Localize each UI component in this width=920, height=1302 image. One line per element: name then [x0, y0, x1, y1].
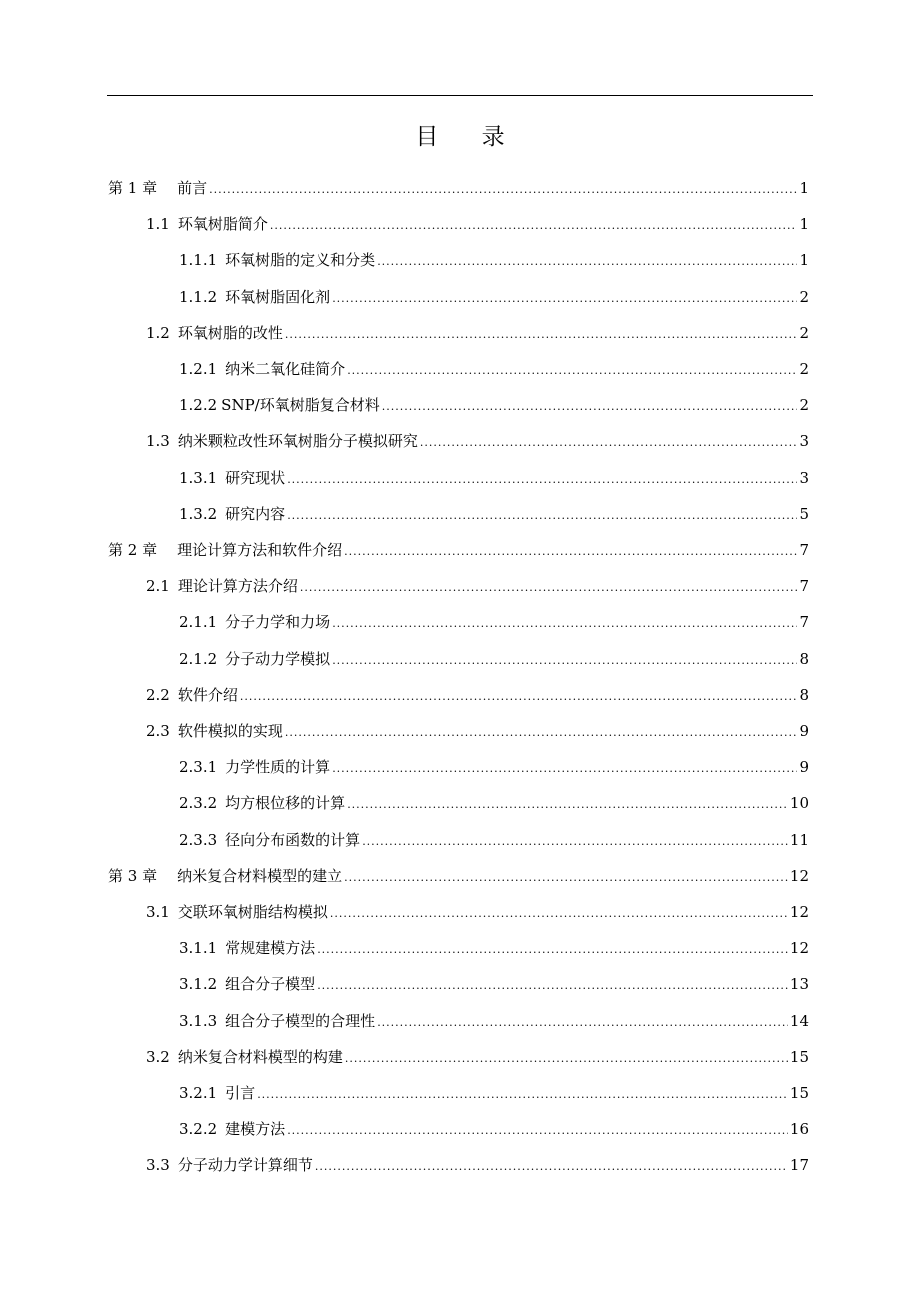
toc-entry[interactable] — [146, 569, 809, 603]
toc-entry-title: 引言 — [225, 1084, 256, 1102]
toc-entry-title: 环氧树脂简介 — [177, 215, 268, 234]
toc-entry-number: 第 2 章 — [108, 541, 158, 559]
toc-entry-title: 均方根位移的计算 — [225, 794, 346, 813]
toc-entry-number: 2.3.1 — [179, 758, 218, 777]
dot-leader — [377, 1006, 788, 1040]
toc-entry[interactable] — [179, 967, 809, 1001]
toc-entry-page: 1 — [799, 251, 809, 270]
dot-leader — [287, 463, 797, 497]
toc-entry[interactable] — [179, 823, 809, 857]
dot-leader — [344, 861, 788, 895]
toc-entry-number: 3.1.1 — [179, 939, 218, 958]
toc-entry[interactable] — [179, 1004, 809, 1038]
toc-entry[interactable] — [108, 859, 809, 893]
toc-entry-page: 1 — [799, 215, 809, 234]
toc-entry-number: 1.1.1 — [179, 251, 218, 270]
dot-leader — [345, 1042, 788, 1076]
toc-entry[interactable] — [179, 461, 809, 495]
toc-entry-page: 2 — [799, 287, 809, 306]
toc-entry[interactable] — [146, 1040, 809, 1074]
dot-leader — [362, 825, 788, 859]
toc-entry-title: 分子动力学模拟 — [225, 649, 331, 668]
toc-entry-number: 1.1 — [146, 215, 170, 234]
toc-entry-title: 分子力学和力场 — [225, 613, 331, 632]
dot-leader — [330, 897, 788, 931]
toc-entry-number: 第 1 章 — [108, 179, 158, 197]
toc-entry-title: 软件模拟的实现 — [177, 722, 283, 740]
toc-entry-title: 径向分布函数的计算 — [225, 830, 361, 849]
dot-leader — [332, 607, 797, 641]
toc-entry-title: 软件介绍 — [177, 685, 238, 704]
toc-entry[interactable] — [146, 678, 809, 712]
toc-entry-number: 3.2.1 — [179, 1084, 218, 1102]
toc-entry-number: 3.2 — [146, 1047, 170, 1066]
toc-entry[interactable] — [108, 533, 809, 567]
toc-entry-title: 分子动力学计算细节 — [177, 1156, 313, 1175]
page-title: 目 录 — [415, 124, 523, 150]
toc-entry-title: 纳米颗粒改性环氧树脂分子模拟研究 — [177, 432, 418, 451]
dot-leader — [240, 680, 798, 714]
toc-entry-page: 7 — [799, 577, 809, 596]
toc-entry-number: 3.1.2 — [179, 975, 218, 994]
toc-entry[interactable] — [179, 786, 809, 820]
dot-leader — [347, 354, 797, 388]
toc-entry-page: 11 — [789, 830, 809, 849]
toc-entry-number: 1.2 — [146, 323, 170, 342]
toc-entry-number: 1.1.2 — [179, 287, 218, 306]
dot-leader — [287, 499, 797, 533]
toc-entry-title: 纳米复合材料模型的构建 — [177, 1047, 343, 1066]
toc-entry-page: 15 — [789, 1084, 809, 1102]
toc-entry-page: 12 — [789, 939, 809, 958]
dot-leader — [347, 788, 788, 822]
toc-entry-page: 9 — [799, 722, 809, 740]
toc-entry-number: 3.1 — [146, 903, 170, 921]
toc-entry-page: 5 — [799, 504, 809, 523]
toc-entry[interactable] — [146, 895, 809, 929]
toc-entry-title: 交联环氧树脂结构模拟 — [177, 903, 328, 921]
toc-entry-number: 1.3.1 — [179, 468, 218, 487]
toc-entry-page: 8 — [799, 685, 809, 704]
header-rule — [107, 95, 813, 96]
toc-entry-number: 3.2.2 — [179, 1120, 218, 1139]
toc-entry-page: 7 — [799, 613, 809, 632]
dot-leader — [317, 933, 788, 967]
toc-entry-title: 组合分子模型的合理性 — [225, 1011, 376, 1030]
toc-entry-page: 1 — [799, 179, 809, 197]
dot-leader — [209, 173, 797, 207]
toc-entry-number: 1.3.2 — [179, 504, 218, 523]
toc-entry-page: 10 — [789, 794, 809, 813]
toc-entry[interactable] — [146, 1148, 809, 1182]
toc-entry-number: 2.3.3 — [179, 830, 218, 849]
dot-leader — [285, 716, 798, 750]
toc-entry[interactable] — [179, 497, 809, 531]
dot-leader — [287, 1114, 788, 1148]
toc-entry-number: 1.2.2 — [179, 396, 218, 415]
toc-entry-number: 2.1 — [146, 577, 170, 596]
toc-entry-title: 力学性质的计算 — [225, 758, 331, 777]
dot-leader — [420, 426, 798, 460]
toc-entry-page: 2 — [799, 323, 809, 342]
toc-entry-page: 13 — [789, 975, 809, 994]
toc-entry-number: 2.1.1 — [179, 613, 218, 632]
toc-entry-number: 3.1.3 — [179, 1011, 218, 1030]
dot-leader — [270, 209, 798, 243]
toc-entry-title: 环氧树脂的定义和分类 — [225, 251, 376, 270]
toc-entry[interactable] — [179, 750, 809, 784]
toc-entry-number: 3.3 — [146, 1156, 170, 1175]
toc-entry-title: 研究内容 — [225, 504, 286, 523]
toc-entry[interactable] — [146, 207, 809, 241]
toc-entry-title: 理论计算方法和软件介绍 — [177, 541, 343, 559]
toc-entry-page: 7 — [799, 541, 809, 559]
toc-entry-page: 9 — [799, 758, 809, 777]
toc-entry-title: 研究现状 — [225, 468, 286, 487]
toc-entry-title: 前言 — [177, 179, 208, 197]
dot-leader — [317, 969, 788, 1003]
dot-leader — [344, 535, 797, 569]
toc-entry[interactable] — [146, 316, 809, 350]
toc-entry[interactable] — [179, 388, 809, 422]
dot-leader — [315, 1150, 788, 1184]
toc-entry-page: 12 — [789, 903, 809, 921]
toc-entry[interactable] — [179, 605, 809, 639]
toc-entry-title: 纳米复合材料模型的建立 — [177, 866, 343, 885]
dot-leader — [377, 245, 797, 279]
toc-entry-page: 8 — [799, 649, 809, 668]
toc-entry-page: 3 — [799, 468, 809, 487]
toc-entry-number: 2.3 — [146, 722, 170, 740]
toc-entry[interactable] — [146, 714, 809, 748]
toc-entry[interactable] — [108, 171, 809, 205]
toc-entry[interactable] — [179, 280, 809, 314]
toc-entry-page: 2 — [799, 396, 809, 415]
toc-entry-number: 2.2 — [146, 685, 170, 704]
dot-leader — [332, 752, 797, 786]
toc-entry-number: 1.2.1 — [179, 360, 218, 378]
toc-entry[interactable] — [179, 1112, 809, 1146]
toc-entry[interactable] — [179, 352, 809, 386]
dot-leader — [332, 282, 797, 316]
toc-entry-number: 第 3 章 — [108, 866, 158, 885]
toc-entry-title: 环氧树脂固化剂 — [225, 287, 331, 306]
dot-leader — [285, 318, 798, 352]
toc-entry-number: 2.1.2 — [179, 649, 218, 668]
toc-entry[interactable] — [179, 243, 809, 277]
dot-leader — [332, 644, 797, 678]
toc-entry-title: 理论计算方法介绍 — [177, 577, 298, 596]
toc-entry-title: 纳米二氧化硅简介 — [225, 360, 346, 378]
toc-entry-title: 常规建模方法 — [225, 939, 316, 958]
toc-entry[interactable] — [146, 424, 809, 458]
toc-entry[interactable] — [179, 1076, 809, 1110]
toc-entry-title: 组合分子模型 — [225, 975, 316, 994]
toc-entry-page: 14 — [789, 1011, 809, 1030]
toc-entry-number: 1.3 — [146, 432, 170, 451]
toc-entry[interactable] — [179, 931, 809, 965]
toc-entry-page: 15 — [789, 1047, 809, 1066]
dot-leader — [382, 390, 798, 424]
toc-entry-page: 17 — [789, 1156, 809, 1175]
toc-entry-page: 12 — [789, 866, 809, 885]
toc-entry-number: 2.3.2 — [179, 794, 218, 813]
toc-entry-title: 环氧树脂的改性 — [177, 323, 283, 342]
toc-entry[interactable] — [179, 642, 809, 676]
toc-entry-page: 3 — [799, 432, 809, 451]
dot-leader — [257, 1078, 788, 1112]
dot-leader — [300, 571, 798, 605]
toc-entry-page: 2 — [799, 360, 809, 378]
toc-entry-page: 16 — [789, 1120, 809, 1139]
toc-entry-title: SNP/环氧树脂复合材料 — [221, 396, 380, 415]
toc-entry-title: 建模方法 — [225, 1120, 286, 1139]
